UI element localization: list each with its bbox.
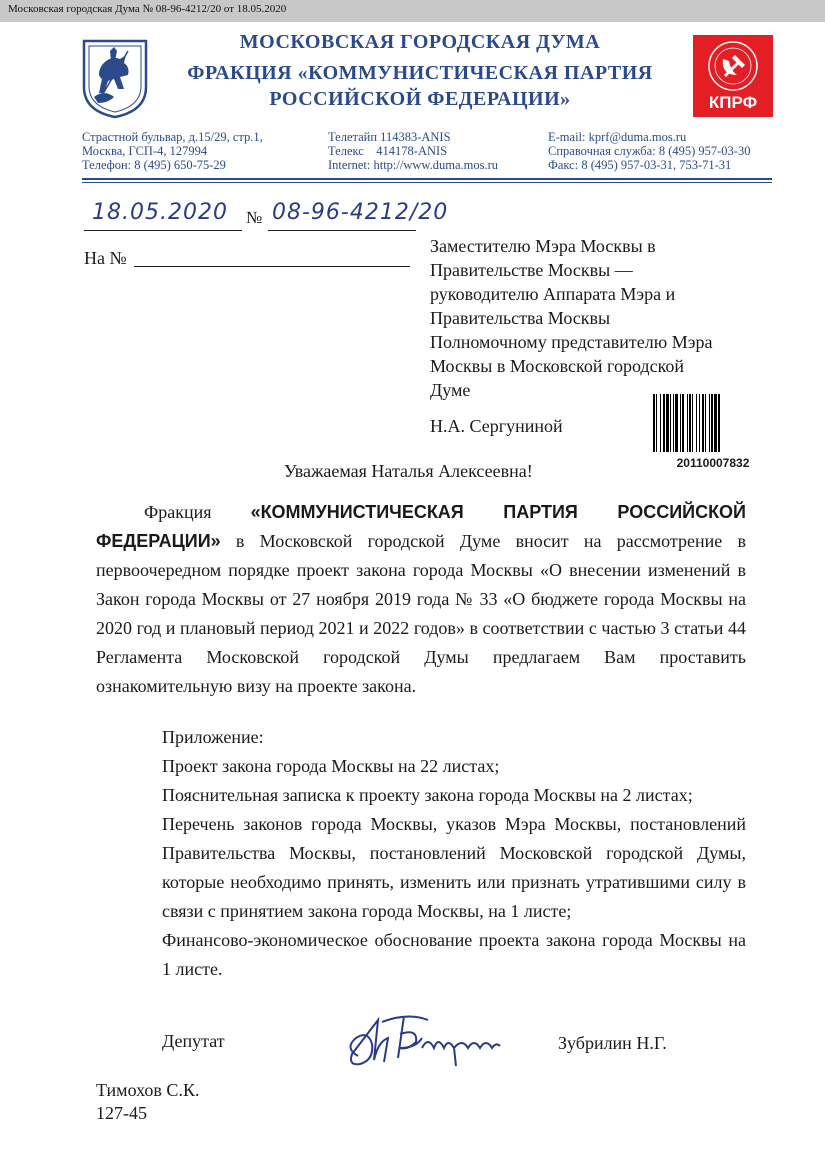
number-underline: [268, 230, 416, 231]
barcode-number: 20110007832: [676, 456, 750, 470]
addressee-line: руководителю Аппарата Мэра и: [430, 284, 676, 304]
attachment-item: Финансово-экономическое обоснование проекта закона города Москвы на 1 листе.: [162, 930, 746, 979]
barcode-bar: [663, 394, 665, 452]
contacts-address: [82, 130, 263, 172]
contact-line: Факс: 8 (495) 957-03-31, 753-71-31: [548, 158, 732, 172]
barcode-bar: [666, 394, 669, 452]
barcode-bar: [689, 394, 691, 452]
letter-body: [96, 498, 746, 701]
handwritten-number: 08-96-4212/20: [272, 200, 449, 225]
barcode-bar: [675, 394, 678, 452]
contact-line: Телетайп 114383-ANIS: [328, 130, 451, 144]
letterhead-divider: [82, 178, 772, 180]
addressee-line: Заместителю Мэра Москвы в: [430, 236, 656, 256]
document-header-bar: Московская городская Дума № 08-96-4212/20 от 18.05.2020: [0, 0, 825, 22]
contact-line: Москва, ГСП-4, 127994: [82, 144, 208, 158]
barcode-bar: [711, 394, 713, 452]
attachment-item: Проект закона города Москвы на 22 листах;: [162, 756, 500, 776]
attachment-item: Перечень законов города Москвы, указов Мэра Москвы, постановлений Правительства Москвы, постановлений Московской городской Думы, которые необходимо принять, изменить или признать утратившими силу в связи с принятием закона города Москвы, на 1 листе;: [162, 814, 746, 921]
faction-title-line2: РОССИЙСКОЙ ФЕДЕРАЦИИ»: [269, 88, 571, 110]
contacts-telex: [328, 130, 498, 172]
barcode-bar: [653, 394, 655, 452]
kprf-logo-text: КПРФ: [708, 93, 758, 112]
duma-title: МОСКОВСКАЯ ГОРОДСКАЯ ДУМА: [239, 31, 601, 53]
salutation: Уважаемая Наталья Алексеевна!: [284, 461, 533, 481]
barcode-icon: [652, 394, 772, 452]
addressee-block: [430, 234, 760, 402]
barcode-bar: [682, 394, 684, 452]
kprf-logo: [693, 35, 773, 117]
hammer-sickle-icon: [693, 37, 773, 97]
number-label: №: [246, 208, 263, 227]
executor-name: Тимохов С.К.: [96, 1080, 200, 1100]
attachments-heading: Приложение:: [162, 727, 264, 747]
faction-title-line1: ФРАКЦИЯ «КОММУНИСТИЧЕСКАЯ ПАРТИЯ: [187, 62, 653, 84]
addressee-line: Правительстве Москвы —: [430, 260, 633, 280]
addressee-line: Москвы в Московской городской: [430, 356, 685, 376]
barcode-bar: [670, 394, 671, 452]
body-lead: Фракция: [144, 502, 251, 522]
contact-line: Страстной бульвар, д.15/29, стр.1,: [82, 130, 263, 144]
attachment-item: Пояснительная записка к проекту закона города Москвы на 2 листах;: [162, 785, 693, 805]
handwritten-signature: [338, 1008, 508, 1076]
body-faction-name: «КОММУНИСТИЧЕСКАЯ ПАРТИЯ РОССИЙСКОЙ ФЕДЕРАЦИИ»: [96, 502, 746, 551]
reference-label: На №: [84, 248, 127, 268]
moscow-coat-of-arms-icon: [80, 37, 150, 119]
addressee-line: Думе: [430, 380, 471, 400]
reference-underline: [134, 266, 410, 267]
addressee-line: Правительства Москвы: [430, 308, 611, 328]
barcode-bar: [687, 394, 688, 452]
barcode-bar: [705, 394, 706, 452]
barcode-bar: [699, 394, 700, 452]
body-rest: в Московской городской Думе вносит на рассмотрение в первоочередном порядке проект закона города Москвы «О внесении изменений в Закон города Москвы от 27 ноября 2019 года № 33 «О бюджете города Москвы на 2020 год и плановый период 2021 и 2022 годов» в соответствии с частью 3 статьи 44 Регламента Московской городской Думы предлагаем Вам проставить ознакомительную визу на проекте закона.: [96, 531, 746, 696]
letterhead-divider-thin: [82, 182, 772, 183]
contact-line: Телекс 414178-ANIS: [328, 144, 448, 158]
addressee-name: Н.А. Сергуниной: [430, 416, 563, 436]
contact-line: Internet: http://www.duma.mos.ru: [328, 158, 498, 172]
contact-line: Справочная служба: 8 (495) 957-03-30: [548, 144, 751, 158]
executor-phone: 127-45: [96, 1103, 147, 1123]
addressee-line: Полномочному представителю Мэра: [430, 332, 713, 352]
barcode-bar: [660, 394, 661, 452]
signatory-name: Зубрилин Н.Г.: [558, 1033, 667, 1053]
attachments: [162, 723, 746, 984]
barcode-bar: [714, 394, 717, 452]
date-underline: [84, 230, 242, 231]
barcode-bar: [709, 394, 710, 452]
contact-line: E-mail: kprf@duma.mos.ru: [548, 130, 687, 144]
handwritten-date: 18.05.2020: [92, 200, 228, 225]
barcode-bar: [718, 394, 720, 452]
contact-line: Телефон: 8 (495) 650-75-29: [82, 158, 226, 172]
barcode-bar: [673, 394, 674, 452]
signatory-role: Депутат: [162, 1031, 225, 1051]
barcode-bar: [696, 394, 697, 452]
barcode-bar: [692, 394, 693, 452]
contacts-email: [548, 130, 750, 172]
barcode-bar: [702, 394, 704, 452]
barcode-bar: [680, 394, 681, 452]
barcode-bar: [656, 394, 657, 452]
